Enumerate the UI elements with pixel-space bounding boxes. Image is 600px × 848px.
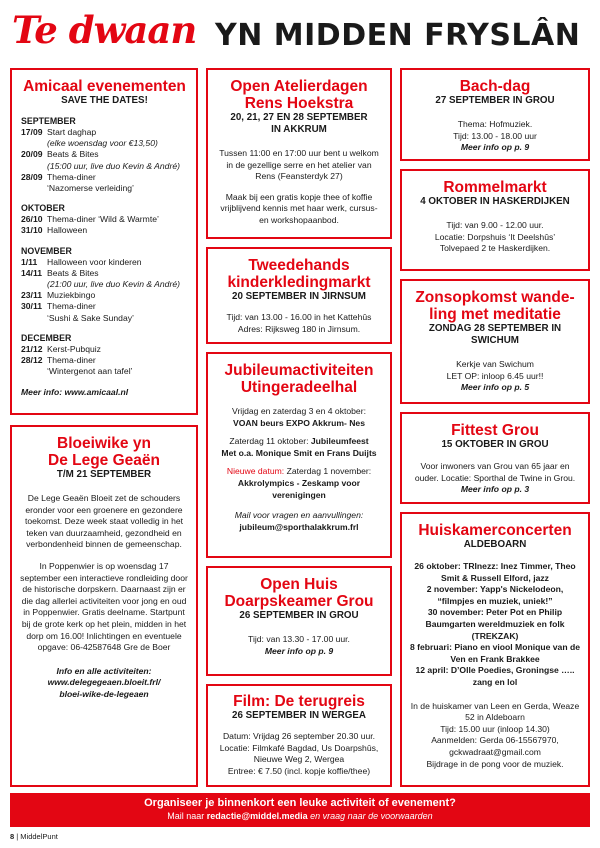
concert-item: 30 november: Peter Pot en Philip Baumgarten wereldmuziek en folk (TREKZAK) xyxy=(425,607,565,641)
film-subtitle: 26 SEPTEMBER IN WERGEA xyxy=(232,710,366,721)
rommelmarkt-address: Tolvepaed 2 te Haskerdijken. xyxy=(439,243,551,254)
footer-subline: Mail naar redactie@middel.media en vraag naar de voorwaarden xyxy=(167,811,433,821)
doarpshuis-title: Open Huis Doarpskeamer Grou xyxy=(224,576,374,610)
huiskamer-subtitle: ALDEBOARN xyxy=(463,539,527,550)
list-item: 21/12 Kerst-Pubquiz xyxy=(21,343,101,354)
footer-headline: Organiseer je binnenkort een leuke activiteit of evenement? xyxy=(144,797,456,809)
concert-item: 2 november: Yapp's Nickelodeon, “filmpjes en muziek, uniek!” xyxy=(426,584,564,606)
concert-item: 8 februari: Piano en viool Monique van de Ven en Frank Brakkee xyxy=(410,642,580,664)
rommelmarkt-subtitle: 4 OKTOBER IN HASKERDIJKEN xyxy=(420,196,570,207)
jubileum-date-3: Nieuwe datum: Zaterdag 1 november: xyxy=(226,466,372,477)
zonsopkomst-title: Zonsopkomst wande- ling met meditatie xyxy=(415,289,575,323)
huiskamer-contribution: Bijdrage in de pong voor de muziek. xyxy=(426,758,564,769)
film-location: Locatie: Filmkafé Bagdad, Us Doarpshûs, xyxy=(219,742,379,753)
list-item: 20/09 Beats & Bites (15:00 uur, live duo Kevin & André) xyxy=(21,149,180,171)
huiskamer-signup: Aanmelden: Gerda 06-15567970, xyxy=(431,735,559,746)
page-header xyxy=(10,6,595,58)
amicaal-title: Amicaal evenementen xyxy=(23,78,186,95)
zonsopkomst-note: LET OP: inloop 6.45 uur!! xyxy=(446,370,544,381)
list-item: 28/12 Thema-diner ‘Wintergenot aan tafel’ xyxy=(21,355,133,377)
list-item: 23/11 Muziekbingo xyxy=(21,290,96,301)
publication-name: MiddelPunt xyxy=(20,832,58,841)
bloeiwike-title: Bloeiwike yn De Lege Geaën xyxy=(48,435,160,469)
zonsopkomst-subtitle: ZONDAG 28 SEPTEMBER IN SWICHUM xyxy=(428,323,562,346)
amicaal-box xyxy=(10,68,198,415)
tweedehands-subtitle: 20 SEPTEMBER IN JIRNSUM xyxy=(232,291,366,302)
bach-time: Tijd: 13.00 - 18.00 uur xyxy=(453,130,537,141)
list-item: 1/11 Halloween voor kinderen xyxy=(21,256,142,267)
month-heading: DECEMBER xyxy=(21,332,72,343)
bloeiwike-subtitle: T/M 21 SEPTEMBER xyxy=(56,469,152,480)
zonsopkomst-box xyxy=(400,279,590,404)
jubileum-event-2: Met o.a. Monique Smit en Frans Duijts xyxy=(221,447,377,458)
fittest-text: Voor inwoners van Grou van 65 jaar en ouder. Locatie: Sporthal de Twine in Grou. xyxy=(414,461,576,483)
concert-item: 12 april: D’Olle Poedies, Groningse ….. zang en lol xyxy=(415,665,575,687)
fittest-subtitle: 15 OKTOBER IN GROU xyxy=(441,439,549,450)
concert-item: 26 oktober: TRInezz: Inez Timmer, Theo Smit & Russell Elford, jazz xyxy=(414,561,576,583)
month-heading: NOVEMBER xyxy=(21,245,72,256)
list-item: 26/10 Thema-diner ‘Wild & Warmte’ xyxy=(21,214,159,225)
zonsopkomst-info: Meer info op p. 5 xyxy=(460,382,530,393)
rommelmarkt-title: Rommelmarkt xyxy=(443,179,547,196)
tweedehands-time: Tijd: van 13.00 - 16.00 in het Kattehûs xyxy=(226,312,372,322)
page-number: 8 xyxy=(10,832,15,841)
doarpshuis-time: Tijd: van 13.30 - 17.00 uur. xyxy=(248,634,350,644)
huiskamer-title: Huiskamerconcerten xyxy=(418,522,572,539)
page-footer: 8 | MiddelPunt xyxy=(10,832,58,841)
film-address: Nieuwe Weg 2, Wergea xyxy=(253,754,345,765)
atelier-box xyxy=(206,68,392,239)
jubileum-box xyxy=(206,352,392,558)
fittest-title: Fittest Grou xyxy=(451,422,539,439)
huiskamer-box xyxy=(400,512,590,787)
jubileum-email-link[interactable]: jubileum@sporthalakkrum.frl xyxy=(239,521,359,532)
bach-box xyxy=(400,68,590,161)
footer-banner xyxy=(10,793,590,827)
header-title: YN MIDDEN FRYSLÂN xyxy=(215,18,581,53)
month-heading: SEPTEMBER xyxy=(21,116,76,126)
atelier-subtitle: 20, 21, 27 EN 28 SEPTEMBER IN AKKRUM xyxy=(230,112,368,135)
bach-subtitle: 27 SEPTEMBER IN GROU xyxy=(435,95,555,106)
bloeiwike-info[interactable]: Info en alle activiteiten: www.delegegeaen.bloeit.frl/ bloei-wike-de-legeaen xyxy=(47,665,161,699)
doarpshuis-subtitle: 26 SEPTEMBER IN GROU xyxy=(239,610,359,621)
jubileum-contact-label: Mail voor vragen en aanvullingen: xyxy=(234,510,364,521)
rommelmarkt-box xyxy=(400,169,590,271)
huiskamer-email-link[interactable]: gckwadraat@gmail.com xyxy=(449,746,541,757)
footer-email-link[interactable]: redactie@middel.media xyxy=(206,811,308,821)
bach-theme: Thema: Hofmuziek. xyxy=(457,119,533,129)
film-date: Datum: Vrijdag 26 september 20.30 uur. xyxy=(222,731,376,741)
amicaal-subtitle: SAVE THE DATES! xyxy=(61,95,148,106)
huiskamer-time: Tijd: 15.00 uur (inloop 14.30) xyxy=(440,723,550,734)
tweedehands-title: Tweedehands kinderkledingmarkt xyxy=(227,257,371,291)
bloeiwike-details: In Poppenwier is op woensdag 17 september een interactieve rondleiding door de historische dorpskern. Daarnaast zijn er die dag allerlei activiteiten voor jong en oud in Poppenwier. Gratis deelname. Startpunt bij de grote kerk op het plein, midden in het dorp om 16.00! Inlichtingen en eventuele opgave: 06-42587648 Gre de Boer xyxy=(20,560,188,653)
tweedehands-box xyxy=(206,247,392,344)
list-item: 31/10 Halloween xyxy=(21,225,88,236)
jubileum-date-1: Vrijdag en zaterdag 3 en 4 oktober: xyxy=(232,406,366,416)
bloeiwike-intro: De Lege Geaën Bloeit zet de schouders eronder voor een groenere en gezondere toekomst. Deze week staat volledig in het teken van duurzaamheid, gezondheid en verbondenheid binnen de gemeenschap. xyxy=(24,493,184,550)
amicaal-info-link[interactable]: Meer info: www.amicaal.nl xyxy=(21,387,129,398)
atelier-text-2: Maak bij een gratis kopje thee of koffie vrijblijvend kennis met haar werk, cursus- en workshopaanbod. xyxy=(220,191,378,225)
bloeiwike-box xyxy=(10,425,198,787)
fittest-info: Meer info op p. 3 xyxy=(460,484,530,495)
doarpshuis-info: Meer info op p. 9 xyxy=(264,645,334,656)
film-price: Entree: € 7.50 (incl. kopje koffie/thee) xyxy=(227,765,371,776)
jubileum-event-3: Akkrolympics - Zeskamp voor verenigingen xyxy=(237,477,361,500)
atelier-title: Open Atelierdagen Rens Hoekstra xyxy=(230,78,368,112)
jubileum-date-2: Zaterdag 11 oktober: Jubileumfeest xyxy=(229,436,369,447)
atelier-text: Tussen 11:00 en 17:00 uur bent u welkom in de gezellige serre en het atelier van Rens (Feansterdyk 27) xyxy=(219,148,379,182)
bach-title: Bach-dag xyxy=(459,78,531,95)
bach-info: Meer info op p. 9 xyxy=(460,142,530,153)
jubileum-title: Jubileumactiviteiten Utingeradeelhal xyxy=(224,362,374,396)
list-item: 14/11 Beats & Bites (21:00 uur, live duo Kevin & André) xyxy=(21,267,180,290)
header-script-title: Te dwaan xyxy=(12,8,197,52)
list-item: 28/09 Thema-diner ‘Nazomerse verleiding’ xyxy=(21,171,134,194)
zonsopkomst-location: Kerkje van Swichum xyxy=(456,359,534,369)
jubileum-event-1: VOAN beurs EXPO Akkrum- Nes xyxy=(233,417,365,428)
film-title: Film: De terugreis xyxy=(233,693,365,710)
doarpshuis-box xyxy=(206,566,392,676)
film-box xyxy=(206,684,392,787)
rommelmarkt-location: Locatie: Dorpshuis ‘It Deelshûs’ xyxy=(434,231,556,242)
rommelmarkt-time: Tijd: van 9.00 - 12.00 uur. xyxy=(446,220,544,230)
tweedehands-address: Adres: Rijksweg 180 in Jirnsum. xyxy=(237,323,361,334)
list-item: 30/11 Thema-diner ‘Sushi & Sake Sunday’ xyxy=(21,301,134,323)
huiskamer-location: In de huiskamer van Leen en Gerda, Weaze 52 in Aldeboarn xyxy=(410,700,580,723)
fittest-box xyxy=(400,412,590,504)
month-heading: OKTOBER xyxy=(21,203,65,214)
list-item: 17/09 Start daghap (elke woensdag voor €13,50) xyxy=(21,127,158,149)
